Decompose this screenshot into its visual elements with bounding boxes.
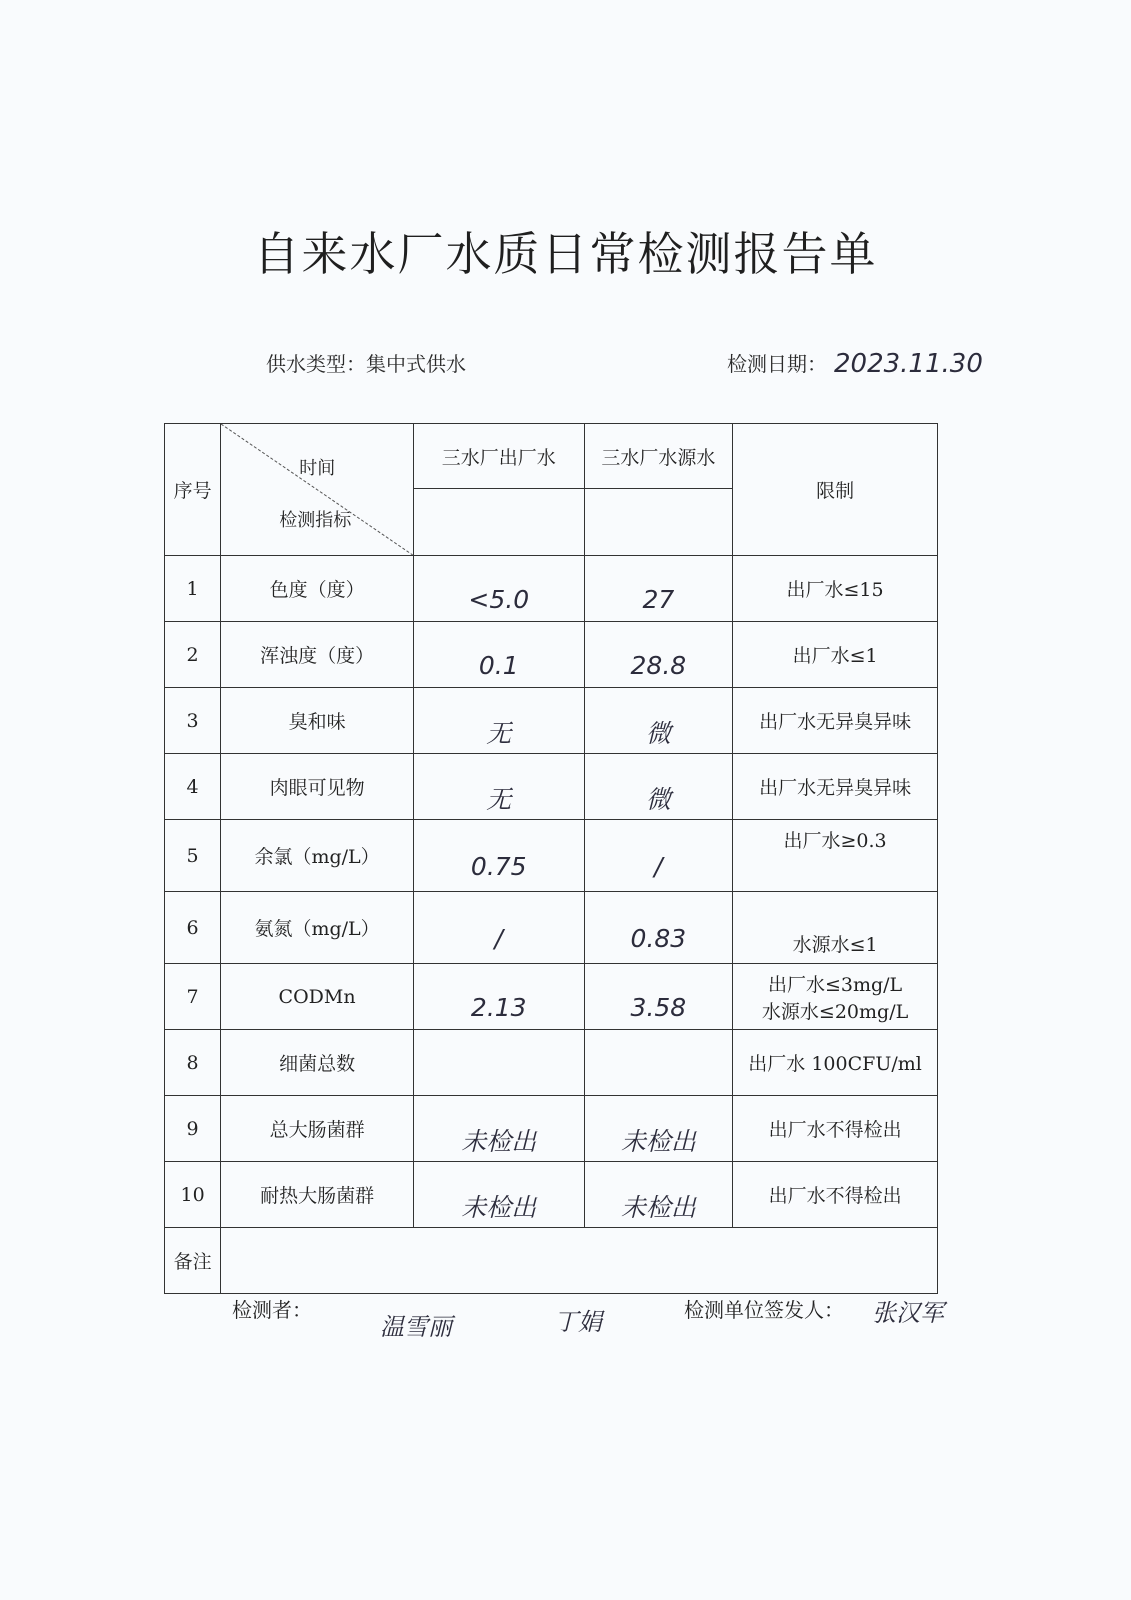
row-item: 细菌总数 xyxy=(221,1030,414,1096)
row-item: CODMn xyxy=(221,964,414,1030)
header-limit: 限制 xyxy=(733,424,938,556)
row-out: 0.1 xyxy=(413,622,584,688)
row-out: / xyxy=(413,892,584,964)
header-indicator: 检测指标 xyxy=(279,510,352,531)
supply-type: 供水类型：集中式供水 xyxy=(266,352,466,376)
test-date-label: 检测日期： xyxy=(727,352,827,376)
header-out: 三水厂出厂水 xyxy=(413,424,584,489)
diagonal-line xyxy=(221,424,413,555)
row-no: 3 xyxy=(165,688,221,754)
remark-content xyxy=(221,1228,938,1294)
test-date-value: 2023.11.30 xyxy=(834,349,983,379)
header-time: 时间 xyxy=(299,458,336,479)
row-no: 6 xyxy=(165,892,221,964)
page-title: 自来水厂水质日常检测报告单 xyxy=(253,227,878,281)
row-limit: 出厂水无异臭异味 xyxy=(733,754,938,820)
row-out: 2.13 xyxy=(413,964,584,1030)
table-row xyxy=(165,892,938,964)
row-src xyxy=(584,1030,733,1096)
report-table xyxy=(164,423,938,1294)
tester-signature-1: 温雪丽 xyxy=(380,1313,452,1341)
table-row xyxy=(165,688,938,754)
row-limit: 水源水≤1 xyxy=(733,892,938,964)
row-limit: 出厂水 100CFU/ml xyxy=(733,1030,938,1096)
row-limit: 出厂水不得检出 xyxy=(733,1096,938,1162)
row-limit: 出厂水≤1 xyxy=(733,622,938,688)
row-out: 未检出 xyxy=(413,1162,584,1228)
row-src: / xyxy=(584,820,733,892)
table-row xyxy=(165,622,938,688)
row-src: 微 xyxy=(584,754,733,820)
row-limit-line1: 出厂水≤3mg/L xyxy=(767,973,903,996)
row-no: 4 xyxy=(165,754,221,820)
row-item: 浑浊度（度） xyxy=(221,622,414,688)
row-item: 总大肠菌群 xyxy=(221,1096,414,1162)
row-item: 耐热大肠菌群 xyxy=(221,1162,414,1228)
row-out: 无 xyxy=(413,688,584,754)
row-no: 7 xyxy=(165,964,221,1030)
row-limit: 出厂水≥0.3 xyxy=(733,820,938,892)
row-item: 余氯（mg/L） xyxy=(221,820,414,892)
row-no: 10 xyxy=(165,1162,221,1228)
row-src: 28.8 xyxy=(584,622,733,688)
row-item: 氨氮（mg/L） xyxy=(221,892,414,964)
row-limit: 出厂水≤15 xyxy=(733,556,938,622)
header-out-sub xyxy=(413,489,584,556)
row-limit xyxy=(733,964,938,1030)
row-src: 3.58 xyxy=(584,964,733,1030)
tester-signature-2: 丁娟 xyxy=(554,1308,602,1336)
row-src: 27 xyxy=(584,556,733,622)
row-no: 2 xyxy=(165,622,221,688)
row-out: 未检出 xyxy=(413,1096,584,1162)
row-limit-line2: 水源水≤20mg/L xyxy=(761,1000,909,1023)
table-row xyxy=(165,1030,938,1096)
tester-label: 检测者： xyxy=(232,1298,312,1322)
row-src: 微 xyxy=(584,688,733,754)
row-no: 5 xyxy=(165,820,221,892)
row-no: 1 xyxy=(165,556,221,622)
table-row xyxy=(165,1096,938,1162)
header-src: 三水厂水源水 xyxy=(584,424,733,489)
row-src: 0.83 xyxy=(584,892,733,964)
issuer-label: 检测单位签发人： xyxy=(684,1298,844,1322)
row-no: 9 xyxy=(165,1096,221,1162)
issuer-signature: 张汉军 xyxy=(872,1299,944,1327)
header-no: 序号 xyxy=(165,424,221,556)
remark-label: 备注 xyxy=(165,1228,221,1294)
row-no: 8 xyxy=(165,1030,221,1096)
row-out: 0.75 xyxy=(413,820,584,892)
remark-row xyxy=(165,1228,938,1294)
table-row xyxy=(165,820,938,892)
row-src: 未检出 xyxy=(584,1096,733,1162)
row-out: <5.0 xyxy=(413,556,584,622)
row-item: 色度（度） xyxy=(221,556,414,622)
table-row xyxy=(165,556,938,622)
row-src: 未检出 xyxy=(584,1162,733,1228)
row-limit: 出厂水不得检出 xyxy=(733,1162,938,1228)
header-diagonal-cell xyxy=(221,424,414,556)
row-out xyxy=(413,1030,584,1096)
header-src-sub xyxy=(584,489,733,556)
row-item: 臭和味 xyxy=(221,688,414,754)
table-row xyxy=(165,1162,938,1228)
row-limit: 出厂水无异臭异味 xyxy=(733,688,938,754)
table-row xyxy=(165,754,938,820)
row-item: 肉眼可见物 xyxy=(221,754,414,820)
row-out: 无 xyxy=(413,754,584,820)
table-row xyxy=(165,964,938,1030)
